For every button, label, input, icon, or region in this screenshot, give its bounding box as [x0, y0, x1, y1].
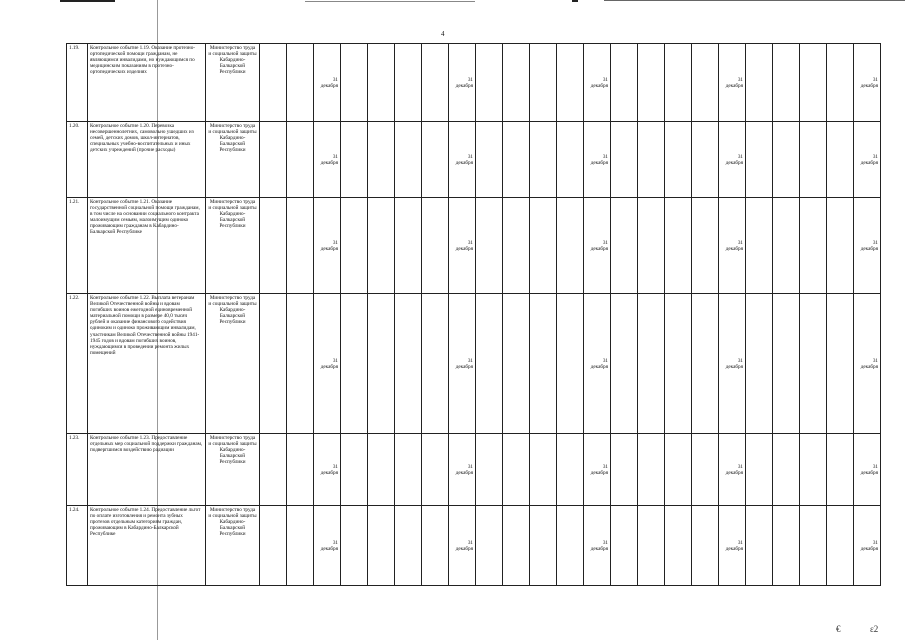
empty-cell [260, 198, 287, 294]
deadline-month: декабря [725, 469, 743, 476]
empty-cell [638, 44, 665, 122]
deadline-cell [719, 198, 746, 294]
scan-artifact [604, 0, 905, 1]
deadline-cell [719, 434, 746, 506]
deadline-day: 31 [602, 76, 608, 83]
empty-cell [368, 294, 395, 434]
empty-cell [341, 434, 368, 506]
empty-cell [827, 198, 854, 294]
deadline-cell [719, 44, 746, 122]
event-description-cell: Контрольное событие 1.22. Выплата ветеранам Великой Отечественной войны и вдовам погибших воинов ежегодной единовременной материальной помощи в размере 40,0 тысяч рублей и оказание финансового содействия одиноким и одиноко проживающим инвалидам, участникам Великой Отечественной войны 1941-1945 годов и вдовам погибших воинов, нуждающимся в проведении ремонта жилых помещений [88, 294, 206, 434]
deadline-month: декабря [725, 545, 743, 552]
table-row [67, 434, 881, 506]
empty-cell [260, 434, 287, 506]
deadline-day: 31 [872, 153, 878, 160]
empty-cell [557, 122, 584, 198]
empty-cell [530, 44, 557, 122]
empty-cell [368, 506, 395, 586]
deadline-cell [314, 434, 341, 506]
event-number-cell: 1.21. [67, 198, 88, 294]
deadline-day: 31 [737, 357, 743, 364]
empty-cell [665, 506, 692, 586]
empty-cell [665, 122, 692, 198]
empty-cell [611, 122, 638, 198]
deadline-cell [449, 122, 476, 198]
empty-cell [611, 506, 638, 586]
empty-cell [557, 44, 584, 122]
empty-cell [692, 434, 719, 506]
empty-cell [827, 44, 854, 122]
event-number-cell: 1.22. [67, 294, 88, 434]
empty-cell [746, 44, 773, 122]
empty-cell [476, 122, 503, 198]
empty-cell [341, 198, 368, 294]
event-description-cell: Контрольное событие 1.21. Оказание государственной социальной помощи гражданам, в том числе на основании социального контракта малоимущим семьям, малоимущим одиноко проживающим гражданам в Кабардино-Балкарской Республике [88, 198, 206, 294]
deadline-cell [314, 44, 341, 122]
empty-cell [368, 122, 395, 198]
empty-cell [503, 294, 530, 434]
empty-cell [287, 198, 314, 294]
deadline-month: декабря [455, 545, 473, 552]
deadline-day: 31 [467, 357, 473, 364]
deadline-cell [584, 434, 611, 506]
deadline-cell [854, 122, 881, 198]
empty-cell [287, 44, 314, 122]
responsible-executor-cell: Министерство труда и социальной защиты Кабардино-Балкарской Республики [206, 294, 260, 434]
table-row [67, 506, 881, 586]
deadline-month: декабря [590, 82, 608, 89]
empty-cell [638, 294, 665, 434]
empty-cell [503, 434, 530, 506]
empty-cell [395, 122, 422, 198]
empty-cell [638, 122, 665, 198]
empty-cell [341, 122, 368, 198]
deadline-day: 31 [737, 239, 743, 246]
deadline-day: 31 [332, 539, 338, 546]
empty-cell [773, 434, 800, 506]
empty-cell [638, 198, 665, 294]
deadline-month: декабря [590, 363, 608, 370]
responsible-executor-cell: Министерство труда и социальной защиты Кабардино-Балкарской Республики [206, 198, 260, 294]
empty-cell [665, 198, 692, 294]
event-number-cell: 1.24. [67, 506, 88, 586]
deadline-day: 31 [872, 76, 878, 83]
empty-cell [368, 434, 395, 506]
empty-cell [395, 434, 422, 506]
empty-cell [773, 44, 800, 122]
empty-cell [422, 506, 449, 586]
deadline-cell [449, 294, 476, 434]
deadline-month: декабря [455, 245, 473, 252]
deadline-month: декабря [590, 545, 608, 552]
empty-cell [611, 44, 638, 122]
table-row [67, 122, 881, 198]
empty-cell [422, 44, 449, 122]
control-events-table [66, 43, 881, 586]
deadline-cell [449, 198, 476, 294]
empty-cell [260, 44, 287, 122]
empty-cell [395, 506, 422, 586]
empty-cell [557, 198, 584, 294]
deadline-cell [854, 198, 881, 294]
event-description-cell: Контрольное событие 1.20. Перевозка несовершеннолетних, самовольно ушедших из семей, детских домов, школ-интернатов, специальных учебно-воспитательных и иных детских учреждений (прочие расходы) [88, 122, 206, 198]
empty-cell [746, 434, 773, 506]
deadline-cell [584, 506, 611, 586]
deadline-cell [854, 294, 881, 434]
deadline-month: декабря [860, 245, 878, 252]
empty-cell [746, 294, 773, 434]
deadline-month: декабря [590, 469, 608, 476]
empty-cell [800, 294, 827, 434]
deadline-day: 31 [737, 463, 743, 470]
empty-cell [557, 434, 584, 506]
empty-cell [287, 506, 314, 586]
empty-cell [422, 434, 449, 506]
deadline-day: 31 [467, 76, 473, 83]
page-number: 4 [441, 30, 445, 38]
empty-cell [773, 294, 800, 434]
deadline-day: 31 [602, 239, 608, 246]
empty-cell [611, 294, 638, 434]
empty-cell [368, 44, 395, 122]
deadline-day: 31 [872, 539, 878, 546]
deadline-day: 31 [332, 463, 338, 470]
scan-artifact [60, 0, 115, 2]
empty-cell [773, 506, 800, 586]
deadline-month: декабря [455, 363, 473, 370]
deadline-cell [719, 294, 746, 434]
deadline-day: 31 [467, 153, 473, 160]
empty-cell [476, 294, 503, 434]
deadline-day: 31 [332, 76, 338, 83]
deadline-cell [584, 122, 611, 198]
scan-artifact [572, 0, 578, 2]
deadline-cell [449, 506, 476, 586]
empty-cell [530, 506, 557, 586]
deadline-month: декабря [590, 159, 608, 166]
empty-cell [503, 506, 530, 586]
empty-cell [422, 294, 449, 434]
empty-cell [503, 198, 530, 294]
deadline-day: 31 [467, 539, 473, 546]
deadline-cell [449, 44, 476, 122]
empty-cell [827, 506, 854, 586]
deadline-cell [584, 44, 611, 122]
deadline-day: 31 [602, 153, 608, 160]
deadline-day: 31 [332, 357, 338, 364]
empty-cell [260, 506, 287, 586]
empty-cell [773, 122, 800, 198]
empty-cell [530, 434, 557, 506]
table-row [67, 198, 881, 294]
empty-cell [638, 506, 665, 586]
empty-cell [476, 434, 503, 506]
scan-artifact [305, 1, 475, 2]
event-number-cell: 1.23. [67, 434, 88, 506]
deadline-month: декабря [320, 545, 338, 552]
deadline-day: 31 [467, 239, 473, 246]
empty-cell [800, 198, 827, 294]
deadline-cell [314, 122, 341, 198]
deadline-month: декабря [860, 469, 878, 476]
empty-cell [341, 294, 368, 434]
empty-cell [827, 294, 854, 434]
empty-cell [800, 434, 827, 506]
deadline-day: 31 [602, 463, 608, 470]
deadline-cell [854, 44, 881, 122]
deadline-month: декабря [320, 159, 338, 166]
empty-cell [692, 122, 719, 198]
deadline-day: 31 [737, 539, 743, 546]
empty-cell [476, 506, 503, 586]
deadline-month: декабря [860, 545, 878, 552]
empty-cell [665, 294, 692, 434]
empty-cell [368, 198, 395, 294]
deadline-cell [854, 506, 881, 586]
deadline-cell [584, 198, 611, 294]
deadline-month: декабря [725, 363, 743, 370]
deadline-day: 31 [737, 153, 743, 160]
empty-cell [476, 198, 503, 294]
event-description-cell: Контрольное событие 1.23. Предоставление отдельных мер социальной поддержки гражданам, подвергшимся воздействию радиации [88, 434, 206, 506]
deadline-cell [854, 434, 881, 506]
deadline-day: 31 [602, 357, 608, 364]
deadline-day: 31 [872, 463, 878, 470]
corner-mark: ɛ2 [870, 624, 879, 634]
empty-cell [395, 294, 422, 434]
empty-cell [746, 198, 773, 294]
deadline-cell [584, 294, 611, 434]
empty-cell [746, 122, 773, 198]
empty-cell [800, 122, 827, 198]
empty-cell [638, 434, 665, 506]
deadline-day: 31 [332, 153, 338, 160]
responsible-executor-cell: Министерство труда и социальной защиты Кабардино-Балкарской Республики [206, 506, 260, 586]
corner-mark: € [836, 624, 841, 634]
event-number-cell: 1.20. [67, 122, 88, 198]
deadline-month: декабря [455, 159, 473, 166]
table-row [67, 44, 881, 122]
empty-cell [827, 122, 854, 198]
deadline-cell [449, 434, 476, 506]
table-row [67, 294, 881, 434]
responsible-executor-cell: Министерство труда и социальной защиты Кабардино-Балкарской Республики [206, 44, 260, 122]
responsible-executor-cell: Министерство труда и социальной защиты Кабардино-Балкарской Республики [206, 434, 260, 506]
empty-cell [530, 198, 557, 294]
deadline-month: декабря [320, 469, 338, 476]
event-description-cell: Контрольное событие 1.24. Предоставление льгот по оплате изготовления и ремонта зубных протезов отдельным категориям граждан, проживающим в Кабардино-Балкарской Республике [88, 506, 206, 586]
deadline-month: декабря [320, 245, 338, 252]
empty-cell [476, 44, 503, 122]
deadline-month: декабря [725, 245, 743, 252]
empty-cell [665, 44, 692, 122]
deadline-month: декабря [725, 82, 743, 89]
empty-cell [503, 122, 530, 198]
deadline-cell [719, 506, 746, 586]
empty-cell [341, 506, 368, 586]
deadline-day: 31 [332, 239, 338, 246]
empty-cell [422, 122, 449, 198]
deadline-cell [719, 122, 746, 198]
deadline-cell [314, 506, 341, 586]
empty-cell [557, 506, 584, 586]
empty-cell [341, 44, 368, 122]
empty-cell [773, 198, 800, 294]
empty-cell [503, 44, 530, 122]
deadline-day: 31 [737, 76, 743, 83]
deadline-month: декабря [320, 82, 338, 89]
empty-cell [287, 294, 314, 434]
deadline-month: декабря [455, 469, 473, 476]
empty-cell [287, 122, 314, 198]
deadline-month: декабря [860, 159, 878, 166]
empty-cell [746, 506, 773, 586]
deadline-month: декабря [725, 159, 743, 166]
empty-cell [692, 198, 719, 294]
deadline-month: декабря [320, 363, 338, 370]
empty-cell [260, 294, 287, 434]
deadline-cell [314, 294, 341, 434]
empty-cell [395, 198, 422, 294]
event-number-cell: 1.19. [67, 44, 88, 122]
deadline-month: декабря [860, 82, 878, 89]
deadline-cell [314, 198, 341, 294]
deadline-month: декабря [455, 82, 473, 89]
deadline-month: декабря [860, 363, 878, 370]
empty-cell [692, 294, 719, 434]
empty-cell [530, 294, 557, 434]
empty-cell [800, 506, 827, 586]
empty-cell [287, 434, 314, 506]
deadline-day: 31 [872, 357, 878, 364]
empty-cell [692, 44, 719, 122]
empty-cell [530, 122, 557, 198]
event-description-cell: Контрольное событие 1.19. Оказание протезно-ортопедической помощи гражданам, не являющимся инвалидами, но нуждающимся по медицинским показаниям в протезно-ортопедических изделиях [88, 44, 206, 122]
empty-cell [422, 198, 449, 294]
deadline-day: 31 [467, 463, 473, 470]
empty-cell [395, 44, 422, 122]
empty-cell [260, 122, 287, 198]
empty-cell [692, 506, 719, 586]
empty-cell [611, 434, 638, 506]
empty-cell [665, 434, 692, 506]
empty-cell [557, 294, 584, 434]
deadline-day: 31 [602, 539, 608, 546]
deadline-day: 31 [872, 239, 878, 246]
empty-cell [827, 434, 854, 506]
responsible-executor-cell: Министерство труда и социальной защиты Кабардино-Балкарской Республики [206, 122, 260, 198]
empty-cell [800, 44, 827, 122]
deadline-month: декабря [590, 245, 608, 252]
empty-cell [611, 198, 638, 294]
